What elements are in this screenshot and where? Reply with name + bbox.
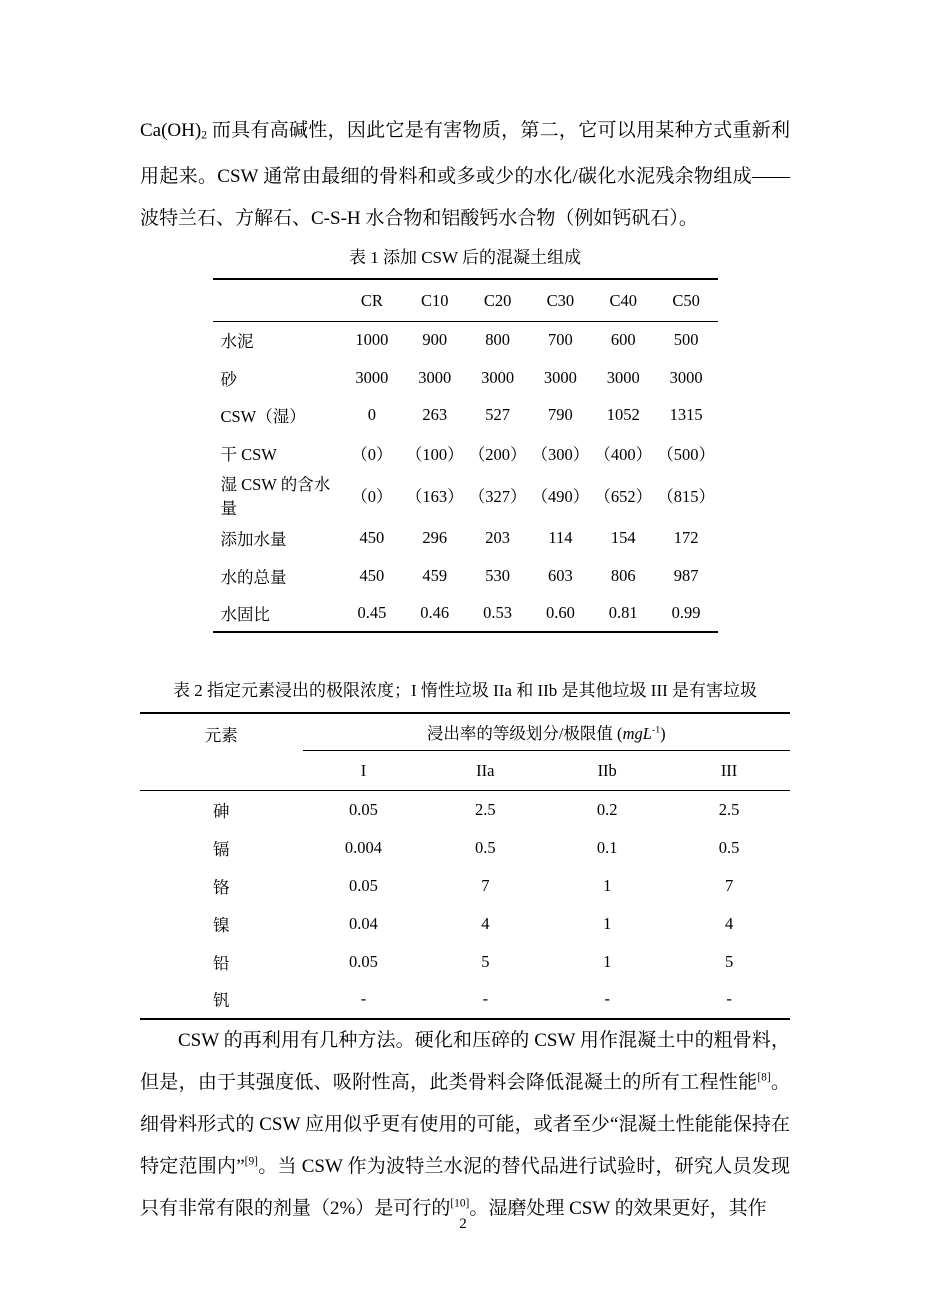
table-cell: 3000 [669,367,703,387]
table-cell: 0.04 [349,913,378,933]
table-cell: 0.05 [349,875,378,895]
table1-concrete-composition [213,278,718,633]
table-cell: （200） [468,444,527,464]
text-run: 浸出率的等级划分/极限值 ( [426,724,623,744]
table-cell: （100） [405,444,464,464]
table-header-cell: C20 [466,279,529,321]
table-cell: - [482,989,489,1009]
table-cell: （300） [531,444,590,464]
table-cell: 806 [610,565,636,585]
table-row [140,943,790,981]
text-run: 。湿磨处理 CSW 的效果更好，其作 [469,1197,767,1219]
table-cell: 459 [422,565,448,585]
table-cell: 0.004 [344,837,382,857]
table-cell: 4 [481,913,490,933]
table-cell: （0） [351,487,393,507]
table-header-cell: CR [341,279,404,321]
text-run: 。当 CSW 作为波特兰水泥的替代品进行试验时，研究人员发现只有非常有限的剂量（2%）是可行的 [140,1155,790,1219]
table-cell: 800 [485,330,510,350]
table-cell: 987 [673,565,699,585]
table-cell: 3000 [543,367,577,387]
row-label: 水固比 [220,604,270,624]
table-header-cell [303,713,791,751]
table-row [140,829,790,867]
table-cell: 527 [485,405,510,425]
text-run: CSW 的再利用有几种方法。硬化和压碎的 CSW 用作混凝土中的粗骨料，但是，由于其强度低、吸附性高，此类骨料会降低混凝土的所有工程性能 [140,1029,790,1093]
page-number: 2 [459,1216,467,1232]
table-cell: 1 [603,913,612,933]
table-cell: （652） [594,487,653,507]
table-cell: 900 [422,330,448,350]
table-header-cell: C10 [403,279,466,321]
paragraph-top [140,110,790,240]
table2-caption: 表 2 指定元素浸出的极限浓度；I 惰性垃圾 IIa 和 IIb 是其他垃圾 III 是有害垃圾 [172,680,758,700]
table-cell: 3000 [418,367,452,387]
table-cell: 296 [422,528,448,548]
table-cell: 530 [485,565,510,585]
table-cell: （490） [531,487,590,507]
table-cell: 1 [603,951,612,971]
table-cell: 114 [548,528,573,548]
table-header-cell: C40 [592,279,655,321]
table-cell: 600 [610,330,636,350]
row-label: 水泥 [220,332,254,352]
row-label: 水的总量 [220,567,287,587]
table-cell: （0） [351,444,393,464]
text-run: Ca(OH) [140,120,202,141]
row-label: 砷 [213,802,230,822]
table-cell: 0.5 [475,837,496,857]
table-cell: - [604,989,610,1009]
table-row [140,981,790,1019]
row-label: 铬 [213,877,230,897]
table-cell: 7 [724,875,734,895]
table-cell: 1 [603,875,612,895]
table-cell: 2.5 [718,800,740,820]
table-cell: 0.05 [349,951,378,971]
table-header-cell: IIa [424,751,546,791]
table-cell: 7 [481,875,490,895]
table-header-cell: C50 [655,279,718,321]
table-cell: 0.1 [596,837,618,857]
table-cell: 603 [548,565,573,585]
table1-caption: 表 1 添加 CSW 后的混凝土组成 [348,248,582,268]
table-cell: 263 [422,405,448,425]
row-label: 镉 [213,839,230,859]
table-header-row [140,713,790,751]
row-label: 砂 [220,369,237,389]
row-label: 湿 CSW 的含水量 [220,475,331,519]
table-cell: 172 [673,528,699,548]
table-header-cell: 元素 [140,713,303,791]
text-run: 而具有高碱性，因此它是有害物质，第二，它可以用某种方式重新利用起来。CSW 通常由最细的骨料和或多或少的水化/碳化水泥残余物组成——波特兰石、方解石、C-S-H 水合物和铝酸钙水合物（例如钙矾石）。 [140,120,790,230]
table-cell: 0.53 [483,602,512,622]
table-cell: （163） [405,487,464,507]
table-cell: （327） [468,487,527,507]
table-cell: 0.2 [596,800,618,820]
table-cell: 3000 [355,367,389,387]
table-row [213,557,718,595]
text-run: ) [660,724,666,744]
table-header-cell-empty [213,279,341,321]
table-row [213,471,718,519]
table-cell: 2.5 [475,800,496,820]
table-cell: 450 [359,528,385,548]
table-cell: 5 [724,951,734,971]
table-header-cell: IIb [546,751,668,791]
table-row [213,359,718,397]
table-cell: 3000 [481,367,515,387]
table-row [140,791,790,829]
table-cell: （500） [657,444,715,464]
table-cell: 0.60 [545,602,575,622]
row-label: 镍 [213,915,230,935]
table-header-cell: I [303,751,425,791]
table-cell: 500 [673,330,699,350]
table-cell: 3000 [606,367,640,387]
table-cell: 0.46 [420,602,450,622]
citation-ref: [10] [450,1197,470,1210]
table-row [140,867,790,905]
table2-leaching-limits [140,712,790,1020]
table-cell: 0.5 [718,837,740,857]
table-cell: - [726,989,732,1009]
table-cell: 1000 [355,330,389,350]
table-header-row [213,279,718,321]
table-row [213,434,718,472]
table-header-cell: III [668,751,790,791]
table-cell: 1052 [606,405,640,425]
table-cell: 1315 [669,405,703,425]
table-cell: 0.81 [608,602,638,622]
table-cell: 790 [548,405,573,425]
row-label: 干 CSW [220,444,277,464]
table-cell: 700 [548,330,573,350]
paragraph-bottom [140,1020,790,1230]
table-cell: 0 [367,405,377,425]
citation-ref: [8] [757,1071,771,1084]
unit-exponent: -1 [651,724,661,736]
row-label: 添加水量 [220,530,287,550]
citation-ref: [9] [244,1155,258,1168]
table-cell: 0.45 [357,602,387,622]
table-cell: 203 [485,528,510,548]
table-cell: - [360,989,367,1009]
table-header-cell: C30 [529,279,592,321]
table-cell: （400） [594,444,653,464]
table-cell: （815） [657,487,715,507]
chemical-subscript: 2 [201,129,207,142]
table-row [213,519,718,557]
table-row [213,594,718,632]
row-label: 铅 [213,953,230,973]
table-cell: 0.99 [671,602,701,622]
table-cell: 0.05 [349,800,378,820]
table-cell: 4 [724,913,734,933]
table-row [140,905,790,943]
text-run: 。细骨料形式的 CSW 应用似乎更有使用的可能，或者至少“混凝土性能能保持在特定范围内” [140,1071,790,1177]
table-cell: 154 [610,528,636,548]
unit-text: mgL [622,724,652,744]
table-row [213,396,718,434]
table-cell: 5 [481,951,490,971]
table-cell: 450 [359,565,385,585]
row-label: CSW（湿） [220,407,306,427]
page-content [140,110,790,1230]
row-label: 钒 [213,991,230,1011]
table-row [213,321,718,359]
